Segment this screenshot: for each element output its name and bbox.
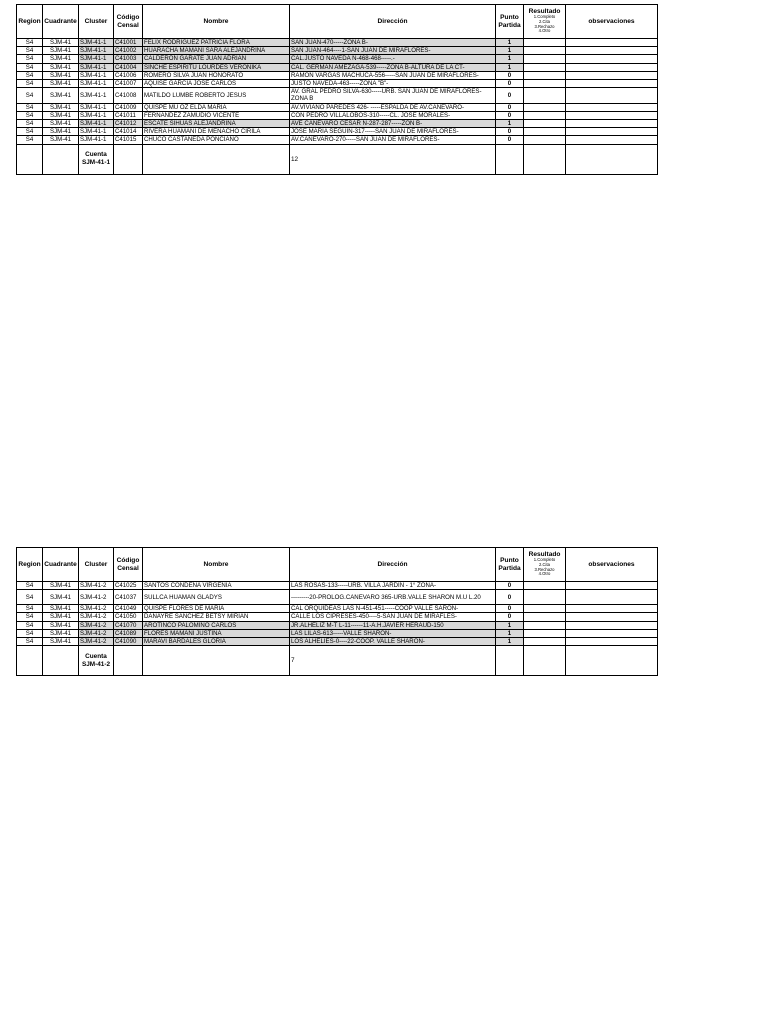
cell-region: S4 <box>17 621 43 629</box>
cell-punto: 0 <box>496 111 524 119</box>
cell-resultado[interactable] <box>524 55 566 63</box>
resultado-option: 1.Completo <box>533 14 556 20</box>
cell-nombre: ESCATE SIHUAS ALEJANDRINA <box>143 120 290 128</box>
cell-cuadrante: SJM-41 <box>43 63 79 71</box>
cell-nombre: CALDERON GARATE JUAN ADRIAN <box>143 55 290 63</box>
cell-observaciones[interactable] <box>566 88 658 103</box>
cell-observaciones[interactable] <box>566 590 658 605</box>
table-row <box>17 613 658 621</box>
cell-codigo: C41003 <box>114 55 143 63</box>
cell-cluster: SJM-41-1 <box>79 88 114 103</box>
header-cuadrante: Cuadrante <box>43 548 79 582</box>
cell-codigo: C41089 <box>114 629 143 637</box>
cell-resultado[interactable] <box>524 582 566 590</box>
cell-nombre: ROMERO SILVA JUAN HONORATO <box>143 71 290 79</box>
table-row <box>17 111 658 119</box>
cell-region: S4 <box>17 605 43 613</box>
cell-codigo: C41004 <box>114 63 143 71</box>
header-resultado-label: Resultado <box>528 551 561 559</box>
resultado-option: 4.Otro <box>538 28 551 34</box>
empty-cell <box>143 144 290 174</box>
cell-nombre: QUISPE MU OZ ELDA MARIA <box>143 103 290 111</box>
empty-cell <box>17 646 43 676</box>
cell-observaciones[interactable] <box>566 621 658 629</box>
table-row <box>17 136 658 144</box>
resultado-option: 3.Rechazo <box>534 566 555 572</box>
count-row <box>17 144 658 174</box>
table-row <box>17 63 658 71</box>
cell-direccion: AV.CANEVARO-270-----SAN JUAN DE MIRAFLORES- <box>290 136 496 144</box>
header-codigo: Código Censal <box>114 5 143 39</box>
cell-punto: 0 <box>496 71 524 79</box>
empty-cell <box>43 646 79 676</box>
cell-nombre: QUISPE FLORES DE MARIA <box>143 605 290 613</box>
cell-region: S4 <box>17 613 43 621</box>
cell-region: S4 <box>17 103 43 111</box>
cell-punto: 1 <box>496 120 524 128</box>
cell-region: S4 <box>17 582 43 590</box>
table-row <box>17 128 658 136</box>
cell-cuadrante: SJM-41 <box>43 55 79 63</box>
cell-punto: 0 <box>496 613 524 621</box>
table-row <box>17 55 658 63</box>
cell-nombre: AQUISE GARCIA JOSE CARLOS <box>143 80 290 88</box>
cell-resultado[interactable] <box>524 605 566 613</box>
header-direccion: Dirección <box>290 548 496 582</box>
cell-codigo: C41002 <box>114 47 143 55</box>
cell-punto: 1 <box>496 39 524 47</box>
cell-nombre: FLORES MAMANI JUSTINA <box>143 629 290 637</box>
header-nombre: Nombre <box>143 5 290 39</box>
cell-nombre: CHUCO CASTAÑEDA PONCIANO <box>143 136 290 144</box>
count-value: 7 <box>290 646 496 676</box>
header-resultado <box>524 5 566 39</box>
count-label: Cuenta SJM-41-2 <box>79 646 114 676</box>
cell-punto: 0 <box>496 582 524 590</box>
cell-direccion: RAMON VARGAS MACHUCA-556-----SAN JUAN DE MIRAFLORES- <box>290 71 496 79</box>
cell-cuadrante: SJM-41 <box>43 582 79 590</box>
cell-resultado[interactable] <box>524 621 566 629</box>
table-header <box>17 548 658 582</box>
cell-cuadrante: SJM-41 <box>43 605 79 613</box>
cell-codigo: C41009 <box>114 103 143 111</box>
cell-region: S4 <box>17 63 43 71</box>
count-value: 12 <box>290 144 496 174</box>
empty-cell <box>143 646 290 676</box>
cell-observaciones[interactable] <box>566 111 658 119</box>
cell-direccion: JOSE MARIA SEGUIN-317-----SAN JUAN DE MIRAFLORES- <box>290 128 496 136</box>
cell-punto: 0 <box>496 590 524 605</box>
cell-resultado[interactable] <box>524 88 566 103</box>
table-row <box>17 605 658 613</box>
header-punto: Punto Partida <box>496 5 524 39</box>
table-row <box>17 80 658 88</box>
header-observaciones: observaciones <box>566 548 658 582</box>
cell-cluster: SJM-41-2 <box>79 590 114 605</box>
cell-cluster: SJM-41-2 <box>79 621 114 629</box>
cell-punto: 1 <box>496 629 524 637</box>
cell-observaciones[interactable] <box>566 136 658 144</box>
cell-observaciones[interactable] <box>566 120 658 128</box>
cell-direccion: JR.ALHELIZ M-T L-11------11-A.H.JAVIER HERAUD-150 <box>290 621 496 629</box>
cell-direccion: AVE CANEVARO CESAR N-287-287-----ZON B- <box>290 120 496 128</box>
cell-nombre: RIVERA HUAMANI DE MENACHO CIRILA <box>143 128 290 136</box>
cell-observaciones[interactable] <box>566 629 658 637</box>
cell-cluster: SJM-41-2 <box>79 605 114 613</box>
cell-resultado[interactable] <box>524 71 566 79</box>
header-cluster: Cluster <box>79 5 114 39</box>
cell-resultado[interactable] <box>524 136 566 144</box>
resultado-option: 2.Cita <box>539 18 550 24</box>
resultado-option: 1.Completo <box>533 557 556 563</box>
cell-codigo: C41001 <box>114 39 143 47</box>
cell-nombre: MATILDO LUMBE ROBERTO JESUS <box>143 88 290 103</box>
cell-codigo: C41049 <box>114 605 143 613</box>
cell-observaciones[interactable] <box>566 39 658 47</box>
empty-cell <box>114 144 143 174</box>
cell-cluster: SJM-41-2 <box>79 638 114 646</box>
cell-region: S4 <box>17 120 43 128</box>
header-codigo: Código Censal <box>114 548 143 582</box>
cell-cuadrante: SJM-41 <box>43 111 79 119</box>
cell-region: S4 <box>17 55 43 63</box>
cell-cuadrante: SJM-41 <box>43 128 79 136</box>
cell-cuadrante: SJM-41 <box>43 39 79 47</box>
table-row <box>17 590 658 605</box>
cell-direccion: LOS ALHELIES-0----22-COOP. VALLE SHARON- <box>290 638 496 646</box>
empty-cell <box>496 646 524 676</box>
cell-cluster: SJM-41-1 <box>79 128 114 136</box>
cell-resultado[interactable] <box>524 63 566 71</box>
cell-punto: 1 <box>496 47 524 55</box>
cell-region: S4 <box>17 71 43 79</box>
cell-cuadrante: SJM-41 <box>43 613 79 621</box>
cell-cuadrante: SJM-41 <box>43 120 79 128</box>
header-region: Region <box>17 548 43 582</box>
cell-codigo: C41011 <box>114 111 143 119</box>
empty-cell <box>524 646 566 676</box>
cell-resultado[interactable] <box>524 638 566 646</box>
cell-observaciones[interactable] <box>566 582 658 590</box>
cell-cluster: SJM-41-1 <box>79 55 114 63</box>
table-row <box>17 47 658 55</box>
resultado-option: 3.Rechazo <box>534 23 555 29</box>
cell-observaciones[interactable] <box>566 103 658 111</box>
cell-codigo: C41025 <box>114 582 143 590</box>
cell-observaciones[interactable] <box>566 71 658 79</box>
cell-direccion: AV.VIVIANO PAREDES 426- -----ESPALDA DE AV.CANEVARO- <box>290 103 496 111</box>
cell-resultado[interactable] <box>524 590 566 605</box>
cell-cluster: SJM-41-1 <box>79 47 114 55</box>
cell-region: S4 <box>17 629 43 637</box>
header-resultado-label: Resultado <box>528 8 561 16</box>
cell-cluster: SJM-41-2 <box>79 629 114 637</box>
cell-punto: 1 <box>496 63 524 71</box>
cell-cluster: SJM-41-1 <box>79 136 114 144</box>
cell-observaciones[interactable] <box>566 128 658 136</box>
cell-codigo: C41008 <box>114 88 143 103</box>
empty-cell <box>566 144 658 174</box>
resultado-option: 2.Cita <box>539 561 550 567</box>
cell-cluster: SJM-41-1 <box>79 63 114 71</box>
cell-codigo: C41015 <box>114 136 143 144</box>
table-row <box>17 103 658 111</box>
cell-region: S4 <box>17 638 43 646</box>
cell-punto: 0 <box>496 136 524 144</box>
cell-punto: 0 <box>496 80 524 88</box>
cell-nombre: SINCHE ESPIRITU LOURDES VERONIKA <box>143 63 290 71</box>
cell-observaciones[interactable] <box>566 55 658 63</box>
header-row <box>17 548 658 582</box>
cell-cluster: SJM-41-1 <box>79 80 114 88</box>
resultado-option: 4.Otro <box>538 571 551 577</box>
cell-cuadrante: SJM-41 <box>43 638 79 646</box>
table-body <box>17 582 658 676</box>
header-observaciones: observaciones <box>566 5 658 39</box>
header-resultado <box>524 548 566 582</box>
cell-cuadrante: SJM-41 <box>43 136 79 144</box>
cell-direccion: ---------20-PROLOG.CANEVARO 365-URB.VALLE SHARON M.U L.20 <box>290 590 496 605</box>
empty-cell <box>524 144 566 174</box>
cell-resultado[interactable] <box>524 120 566 128</box>
cell-nombre: FELIX RODRIGUEZ PATRICIA FLORA <box>143 39 290 47</box>
cell-direccion: LAS LILAS-613-----VALLE SHARON- <box>290 629 496 637</box>
cell-codigo: C41070 <box>114 621 143 629</box>
table-row <box>17 621 658 629</box>
cell-cluster: SJM-41-1 <box>79 39 114 47</box>
cell-direccion: SAN JUAN-470-----ZONA B- <box>290 39 496 47</box>
cell-resultado[interactable] <box>524 39 566 47</box>
table-row <box>17 39 658 47</box>
cell-region: S4 <box>17 80 43 88</box>
cell-cuadrante: SJM-41 <box>43 621 79 629</box>
cell-observaciones[interactable] <box>566 605 658 613</box>
cell-punto: 1 <box>496 55 524 63</box>
cell-region: S4 <box>17 88 43 103</box>
cell-region: S4 <box>17 39 43 47</box>
cell-codigo: C41050 <box>114 613 143 621</box>
cell-punto: 0 <box>496 605 524 613</box>
cell-codigo: C41006 <box>114 71 143 79</box>
empty-cell <box>566 646 658 676</box>
table-row <box>17 629 658 637</box>
cell-cuadrante: SJM-41 <box>43 103 79 111</box>
cell-codigo: C41014 <box>114 128 143 136</box>
table-row <box>17 120 658 128</box>
cell-region: S4 <box>17 111 43 119</box>
count-label: Cuenta SJM-41-1 <box>79 144 114 174</box>
cell-codigo: C41090 <box>114 638 143 646</box>
table-row <box>17 88 658 103</box>
cell-direccion: CON PEDRO VILLALOBOS-310-----CL. JOSE MORALES- <box>290 111 496 119</box>
cell-codigo: C41007 <box>114 80 143 88</box>
cell-resultado[interactable] <box>524 103 566 111</box>
empty-cell <box>43 144 79 174</box>
cell-punto: 0 <box>496 88 524 103</box>
cell-region: S4 <box>17 590 43 605</box>
cell-resultado[interactable] <box>524 629 566 637</box>
cell-cuadrante: SJM-41 <box>43 629 79 637</box>
cell-cluster: SJM-41-1 <box>79 71 114 79</box>
cell-region: S4 <box>17 136 43 144</box>
cell-direccion: LAS ROSAS-133-----URB. VILLA JARDIN - 1° ZONA- <box>290 582 496 590</box>
table-row <box>17 638 658 646</box>
empty-cell <box>17 144 43 174</box>
cell-punto: 1 <box>496 621 524 629</box>
cell-cuadrante: SJM-41 <box>43 590 79 605</box>
cell-resultado[interactable] <box>524 47 566 55</box>
cell-resultado[interactable] <box>524 613 566 621</box>
cell-observaciones[interactable] <box>566 613 658 621</box>
cell-nombre: DANAYRE SANCHEZ BETSY MIRIAN <box>143 613 290 621</box>
cell-resultado[interactable] <box>524 128 566 136</box>
header-row <box>17 5 658 39</box>
cell-direccion: JUSTO NAVEDA-463-----ZONA "B"- <box>290 80 496 88</box>
empty-cell <box>114 646 143 676</box>
cell-cluster: SJM-41-1 <box>79 103 114 111</box>
cell-cluster: SJM-41-2 <box>79 613 114 621</box>
cell-observaciones[interactable] <box>566 80 658 88</box>
header-direccion: Dirección <box>290 5 496 39</box>
cell-observaciones[interactable] <box>566 63 658 71</box>
table-header <box>17 5 658 39</box>
cell-cuadrante: SJM-41 <box>43 80 79 88</box>
cell-resultado[interactable] <box>524 80 566 88</box>
header-cluster: Cluster <box>79 548 114 582</box>
cell-nombre: HUARACHA MAMANI SARA ALEJANDRINA <box>143 47 290 55</box>
cell-direccion: SAN JUAN-464----1-SAN JUAN DE MIRAFLORES- <box>290 47 496 55</box>
cell-observaciones[interactable] <box>566 47 658 55</box>
cell-region: S4 <box>17 47 43 55</box>
table-body <box>17 39 658 175</box>
cell-nombre: AROTINCO PALOMINO CARLOS <box>143 621 290 629</box>
count-row <box>17 646 658 676</box>
table-row <box>17 71 658 79</box>
header-cuadrante: Cuadrante <box>43 5 79 39</box>
cell-region: S4 <box>17 128 43 136</box>
empty-cell <box>496 144 524 174</box>
cell-codigo: C41037 <box>114 590 143 605</box>
cell-punto: 0 <box>496 128 524 136</box>
cell-direccion: CAL.JUSTO NAVEDA N-468-468-----.- <box>290 55 496 63</box>
cell-direccion: CAL ORQUIDEAS LAS N-451-451-----COOP VALLE SARON- <box>290 605 496 613</box>
cell-direccion: CAL. GERMAN AMEZAGA-539-----ZONA B-ALTURA DE LA CT- <box>290 63 496 71</box>
cell-nombre: FERNANDEZ ZAMUDIO VICENTE <box>143 111 290 119</box>
cell-cluster: SJM-41-2 <box>79 582 114 590</box>
header-punto: Punto Partida <box>496 548 524 582</box>
cell-punto: 0 <box>496 103 524 111</box>
cell-cluster: SJM-41-1 <box>79 111 114 119</box>
cell-cluster: SJM-41-1 <box>79 120 114 128</box>
cell-nombre: MARAVI BARDALES GLORIA <box>143 638 290 646</box>
cell-cuadrante: SJM-41 <box>43 47 79 55</box>
cell-nombre: SANTOS CONDENA VIRGENIA <box>143 582 290 590</box>
header-region: Region <box>17 5 43 39</box>
cell-direccion: CALLE LOS CIPRESES-450----5-SAN JUAN DE MIRAFLES- <box>290 613 496 621</box>
cell-observaciones[interactable] <box>566 638 658 646</box>
cell-resultado[interactable] <box>524 111 566 119</box>
cell-cuadrante: SJM-41 <box>43 88 79 103</box>
table-row <box>17 582 658 590</box>
cell-punto: 1 <box>496 638 524 646</box>
cell-cuadrante: SJM-41 <box>43 71 79 79</box>
table-cluster-1 <box>16 4 658 175</box>
cell-nombre: SULLCA HUAMAN GLADYS <box>143 590 290 605</box>
cell-direccion: AV. GRAL PEDRO SILVA-630-----URB. SAN JUAN DE MIRAFLORES-ZONA B <box>290 88 496 103</box>
header-nombre: Nombre <box>143 548 290 582</box>
cell-codigo: C41012 <box>114 120 143 128</box>
table-cluster-2 <box>16 547 658 676</box>
